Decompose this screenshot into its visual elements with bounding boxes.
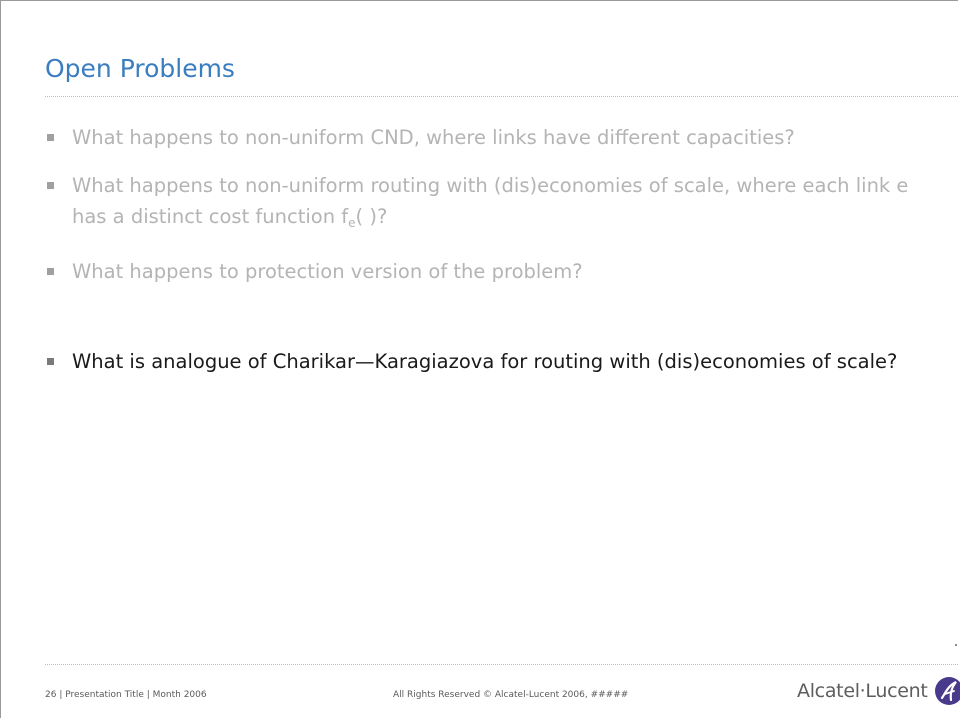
bullet-text: What happens to protection version of the problem? [72,260,583,283]
slide-title: Open Problems [45,54,235,83]
bullet-item [45,170,925,239]
footer-copyright: All Rights Reserved © Alcatel-Lucent 2006, ##### [393,690,629,700]
title-divider [45,96,958,98]
bullet-text-tail: ( )? [355,205,388,228]
footer-slide-info: 26 | Presentation Title | Month 2006 [45,690,207,700]
bullet-subscript: e [348,216,356,230]
bullet-item-active [45,346,925,377]
bullet-text: What happens to non-uniform routing with (dis)economies of scale, where each link e has a distinct cost function f [72,174,909,228]
bullet-marker-icon [47,358,54,365]
bullet-text: What happens to non-uniform CND, where links have different capacities? [72,126,795,149]
bullet-marker-icon [47,268,54,275]
bullet-item [45,122,925,153]
bullet-item [45,256,925,287]
company-logo [797,676,960,706]
bullet-marker-icon [47,182,54,189]
bullet-list [45,122,925,394]
logo-wordmark: Alcatel·Lucent [797,680,928,702]
bullet-marker-icon [47,134,54,141]
footer-divider [45,664,958,666]
bullet-text: What is analogue of Charikar—Karagiazova for routing with (dis)economies of scale? [72,350,898,373]
edge-dot [955,644,957,646]
bullet-spacer [45,304,925,346]
alcatel-lucent-logo-icon [934,676,960,706]
